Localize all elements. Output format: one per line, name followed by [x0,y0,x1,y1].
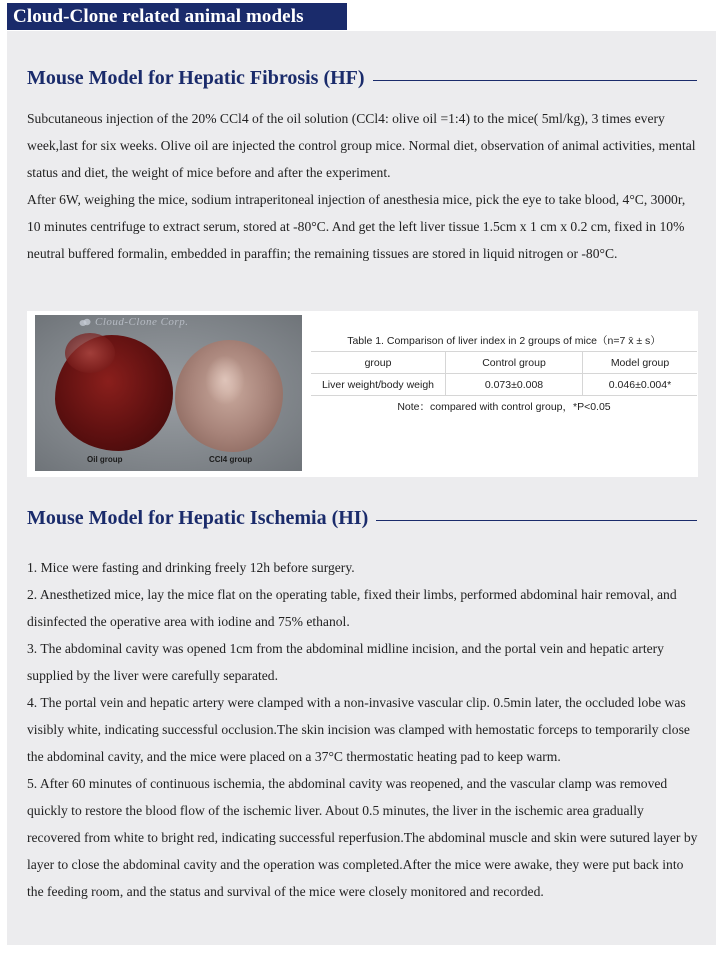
hf-paragraph-1: Subcutaneous injection of the 20% CCl4 of the oil solution (CCl4: olive oil =1:4) to the mice( 5ml/kg), 3 times every week,last for six weeks. Olive oil are injected the control group mice. Normal diet, observation of animal activities, mental status and diet, the weight of mice before and after the experiment. [27,111,696,180]
page-banner: Cloud-Clone related animal models [7,3,347,30]
liver-ccl4-highlight [205,355,245,405]
hi-step-5: 5. After 60 minutes of continuous ischemia, the abdominal cavity was reopened, and the vascular clamp was removed quickly to restore the blood flow of the ischemic liver. About 0.5 minutes, the liver in the ischemic area gradually recovered from white to bright red, indicating successful reperfusion.The abdominal muscle and skin were sutured layer by layer to close the abdominal cavity and the operation was completed.After the mice were awake, they were put back into the feeding room, and the status and survival of the mice were closely monitored and recorded. [27,776,698,899]
hi-step-2: 2. Anesthetized mice, lay the mice flat on the operating table, fixed their limbs, performed abdominal hair removal, and disinfected the operative area with iodine and 75% ethanol. [27,587,677,629]
section-title-hf-text: Mouse Model for Hepatic Fibrosis (HF) [27,67,365,89]
label-oil-group: Oil group [87,455,123,464]
table-header-row [311,352,697,374]
hi-step-3: 3. The abdominal cavity was opened 1cm from the abdominal midline incision, and the portal vein and hepatic artery supplied by the liver were carefully separated. [27,641,664,683]
hi-step-1: 1. Mice were fasting and drinking freely 12h before surgery. [27,560,355,575]
table-row [311,374,697,396]
table-grid [311,351,697,396]
cell-model: 0.046±0.004* [583,374,698,396]
watermark-text: Cloud-Clone Corp. [95,316,189,328]
cell-control: 0.073±0.008 [446,374,583,396]
header-group: group [311,352,446,374]
header-model: Model group [583,352,698,374]
table-note: Note：compared with control group，*P<0.05 [397,401,611,413]
figure-box [27,311,698,477]
table-caption: Table 1. Comparison of liver index in 2 groups of mice（n=7 x̄ ± s） [347,335,661,347]
liver-oil-highlight [65,333,115,373]
section-title-hf [27,67,697,90]
section-title-hi-text: Mouse Model for Hepatic Ischemia (HI) [27,507,369,529]
liver-photo [35,315,302,471]
cloud-logo-icon [79,318,91,327]
header-control: Control group [446,352,583,374]
hi-step-4: 4. The portal vein and hepatic artery were clamped with a non-invasive vascular clip. 0.5min later, the occluded lobe was visibly white, indicating successful occlusion.The skin incision was clamped with hemostatic forceps to temporarily close the abdominal cavity, and the mice were placed on a 37°C thermostatic heating pad to keep warm. [27,695,690,764]
section-title-hi [27,507,697,530]
section-rule [373,80,697,81]
cell-row-label: Liver weight/body weigh [311,374,446,396]
hf-body [27,105,699,267]
content-panel [7,31,716,945]
hi-body [27,554,699,905]
liver-index-table [311,331,697,414]
hf-paragraph-2: After 6W, weighing the mice, sodium intraperitoneal injection of anesthesia mice, pick the eye to take blood, 4°C, 3000r, 10 minutes centrifuge to extract serum, stored at -80°C. And get the left liver tissue 1.5cm x 1 cm x 0.2 cm, fixed in 10% neutral buffered formalin, embedded in paraffin; the remaining tissues are stored in liquid nitrogen or -80°C. [27,192,686,261]
section-rule [376,520,697,521]
label-ccl4-group: CCl4 group [209,455,253,464]
